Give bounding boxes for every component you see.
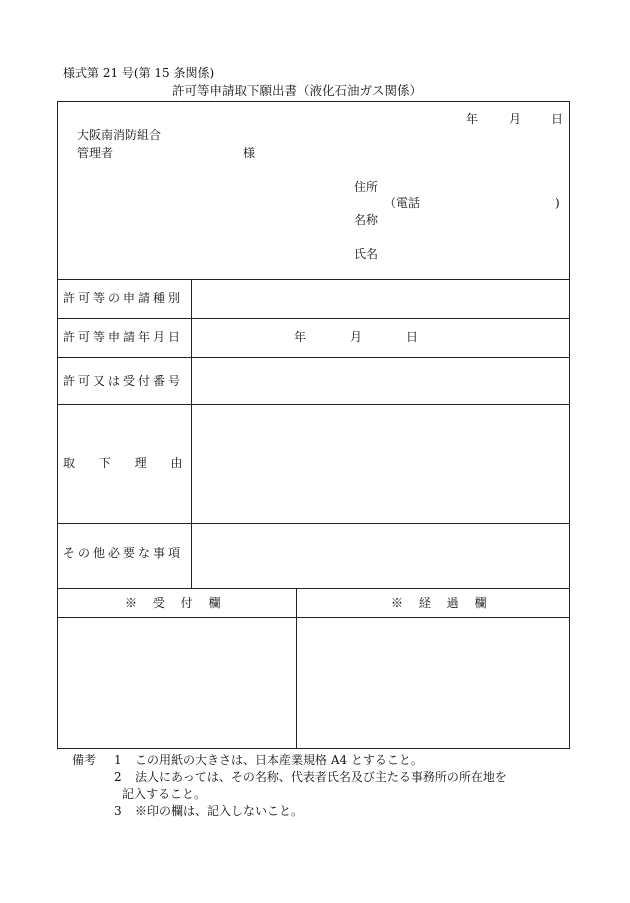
note-number: 3: [114, 804, 122, 818]
divider: [58, 523, 570, 524]
divider: [58, 318, 570, 319]
honorific: 様: [243, 146, 256, 160]
note-number: 1: [114, 753, 122, 767]
notes-heading: 備考: [72, 753, 97, 767]
divider: [58, 588, 570, 589]
application-date-label: 許可等申請年月日: [63, 330, 184, 344]
note-text: この用紙の大きさは、日本産業規格 A4 とすること。: [135, 753, 423, 767]
reception-column-header: ※ 受 付 欄: [125, 596, 227, 610]
form-title: 許可等申請取下願出書（液化石油ガス関係）: [172, 83, 423, 98]
divider: [58, 279, 570, 280]
form-table: [57, 101, 570, 749]
address-label: 住所: [354, 180, 379, 194]
phone-label: （電話: [384, 196, 421, 210]
note-text: 法人にあっては、その名称、代表者氏名及び主たる事務所の所在地を: [135, 770, 507, 784]
addressee-org: 大阪南消防組合: [77, 128, 162, 142]
divider: [58, 404, 570, 405]
application-date-month: 月: [350, 330, 363, 344]
person-label: 氏名: [354, 247, 379, 261]
label-column-divider: [191, 279, 192, 588]
note-number: 2: [114, 770, 122, 784]
permit-number-label: 許可又は受付番号: [63, 374, 184, 388]
other-matters-label: その他必要な事項: [63, 546, 184, 560]
phone-close: ): [555, 196, 560, 210]
application-type-label: 許可等の申請種別: [63, 291, 184, 305]
office-column-divider: [296, 588, 297, 749]
progress-column-header: ※ 経 過 欄: [391, 596, 493, 610]
date-year: 年: [466, 112, 479, 126]
form-number: 様式第 21 号(第 15 条関係): [63, 66, 215, 80]
note-text-continued: 記入すること。: [122, 787, 207, 801]
name-label: 名称: [354, 213, 379, 227]
note-text: ※印の欄は、記入しないこと。: [135, 804, 304, 818]
application-date-day: 日: [406, 330, 419, 344]
date-day: 日: [551, 112, 564, 126]
addressee-title: 管理者: [77, 146, 114, 160]
divider: [58, 357, 570, 358]
date-month: 月: [509, 112, 522, 126]
divider: [58, 617, 570, 618]
withdraw-reason-label: 取 下 理 由: [63, 456, 193, 470]
application-date-year: 年: [294, 330, 307, 344]
